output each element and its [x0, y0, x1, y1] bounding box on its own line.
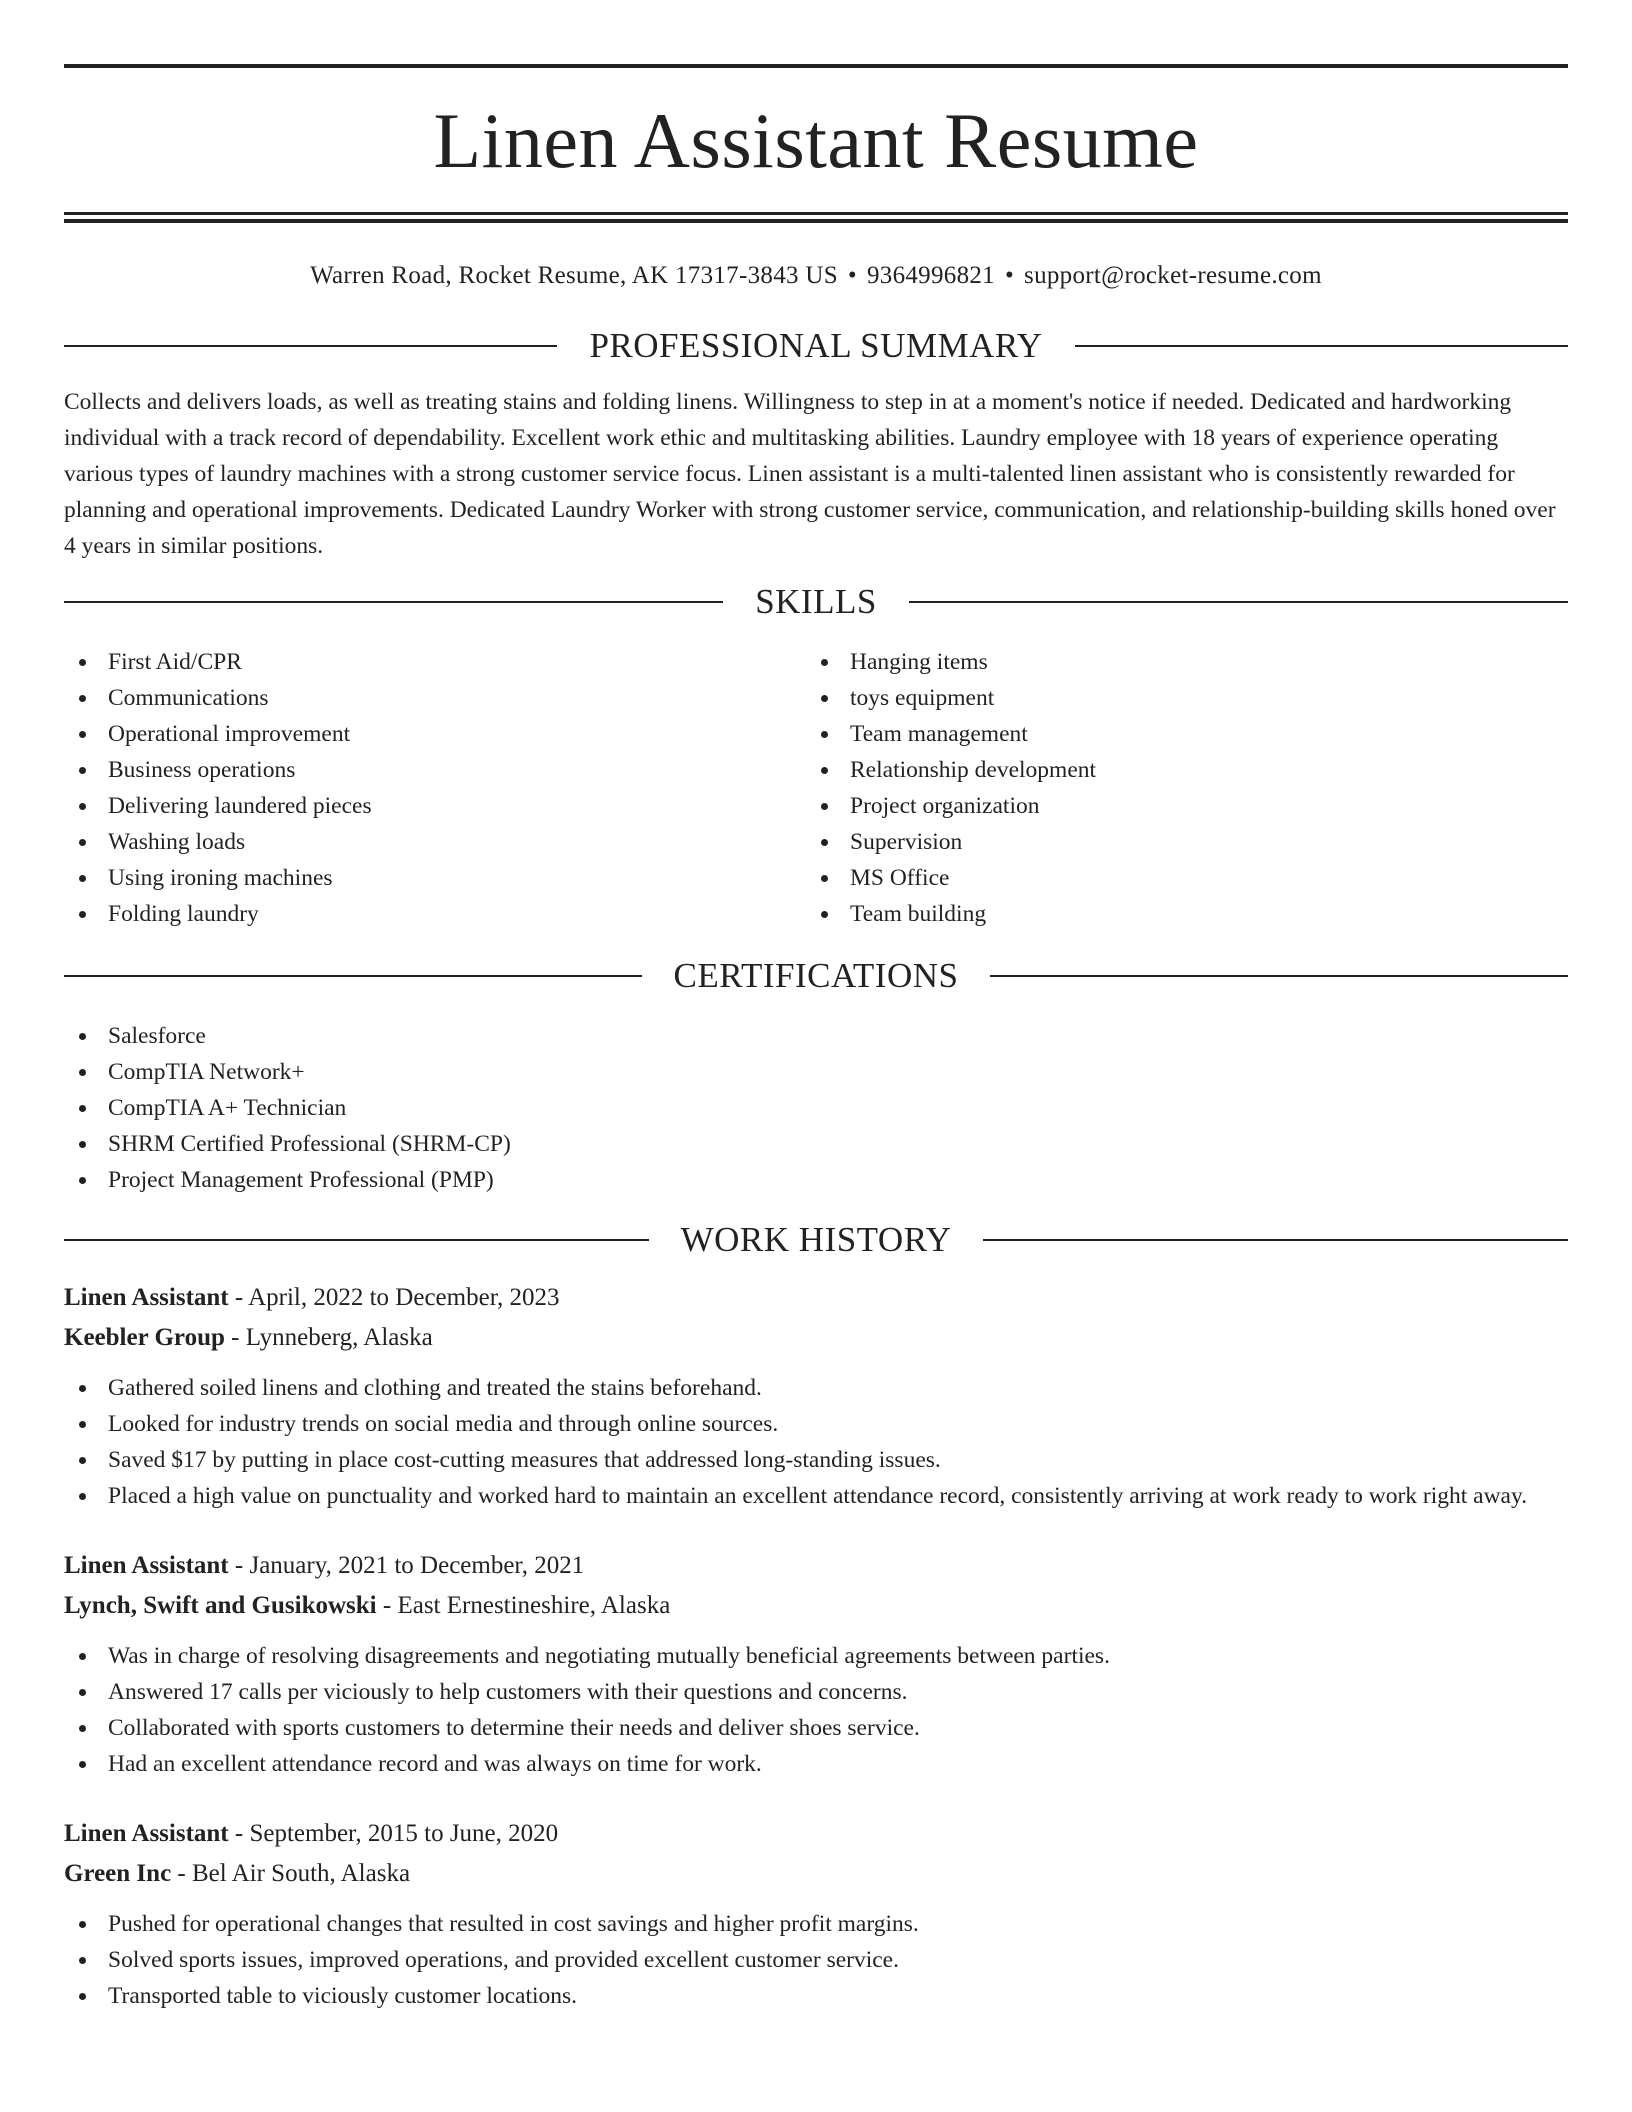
- resume-page: [64, 64, 1568, 2014]
- summary-text: Collects and delivers loads, as well as treating stains and folding linens. Willingness to step in at a moment's notice if needed. Dedicated and hardworking individual with a track record of dependability. Excellent work ethic and multitasking abilities. Laundry employee with 18 years of experience operating various types of laundry machines with a strong customer service focus. Linen assistant is a multi-talented linen assistant who is consistently rewarded for planning and operational improvements. Dedicated Laundry Worker with strong customer service, communication, and relationship-building skills honed over 4 years in similar positions.: [64, 389, 1556, 559]
- contact-separator: •: [1004, 262, 1015, 289]
- dash-separator: -: [228, 1284, 249, 1311]
- divider-line: [990, 975, 1568, 977]
- job-dates: September, 2015 to June, 2020: [249, 1820, 559, 1847]
- certification-item: CompTIA Network+: [64, 1054, 1568, 1090]
- divider-line: [983, 1239, 1568, 1241]
- certifications-list: [64, 1018, 1568, 1198]
- job-title-line: [64, 1546, 1568, 1586]
- job-bullet: Looked for industry trends on social media and through online sources.: [64, 1406, 1568, 1442]
- summary-heading: PROFESSIONAL SUMMARY: [589, 326, 1043, 365]
- job-entry: [64, 1278, 1568, 1514]
- skills-heading: SKILLS: [755, 582, 877, 621]
- job-location: East Ernestineshire, Alaska: [397, 1592, 671, 1619]
- skills-list-right: [806, 644, 1548, 932]
- job-bullet: Was in charge of resolving disagreements and negotiating mutually beneficial agreements between parties.: [64, 1638, 1568, 1674]
- top-rule: [64, 64, 1568, 68]
- job-bullet: Collaborated with sports customers to determine their needs and deliver shoes service.: [64, 1710, 1568, 1746]
- page-title: Linen Assistant Resume: [433, 97, 1199, 184]
- work-history-list: [64, 1278, 1568, 2014]
- skill-item: Supervision: [806, 824, 1548, 860]
- job-location: Bel Air South, Alaska: [192, 1860, 411, 1887]
- job-title-line: [64, 1814, 1568, 1854]
- job-title-line: [64, 1278, 1568, 1318]
- job-dates: April, 2022 to December, 2023: [248, 1284, 560, 1311]
- dash-separator: -: [171, 1860, 192, 1887]
- skill-item: Team building: [806, 896, 1548, 932]
- contact-address: Warren Road, Rocket Resume, AK 17317-3843 US: [310, 262, 838, 289]
- dash-separator: -: [224, 1324, 246, 1351]
- dash-separator: -: [228, 1552, 250, 1579]
- certifications-section-header: [64, 956, 1568, 996]
- job-company-line: [64, 1854, 1568, 1894]
- skill-item: Project organization: [806, 788, 1548, 824]
- job-title: Linen Assistant: [64, 1284, 229, 1311]
- skill-item: Folding laundry: [64, 896, 806, 932]
- skill-item: Operational improvement: [64, 716, 806, 752]
- skill-item: Washing loads: [64, 824, 806, 860]
- skill-item: First Aid/CPR: [64, 644, 806, 680]
- skill-item: Communications: [64, 680, 806, 716]
- divider-line: [64, 345, 557, 347]
- contact-phone: 9364996821: [866, 262, 995, 289]
- certification-item: CompTIA A+ Technician: [64, 1090, 1568, 1126]
- contact-email: support@rocket-resume.com: [1024, 262, 1322, 289]
- job-location: Lynneberg, Alaska: [245, 1324, 433, 1351]
- job-company: Keebler Group: [64, 1324, 225, 1351]
- job-company: Lynch, Swift and Gusikowski: [64, 1592, 377, 1619]
- skill-item: Relationship development: [806, 752, 1548, 788]
- skill-item: Delivering laundered pieces: [64, 788, 806, 824]
- title-double-rule: [64, 212, 1568, 223]
- job-bullet: Transported table to viciously customer locations.: [64, 1978, 1568, 2014]
- job-bullets: [64, 1906, 1568, 2014]
- job-bullet: Pushed for operational changes that resulted in cost savings and higher profit margins.: [64, 1906, 1568, 1942]
- job-bullet: Had an excellent attendance record and was always on time for work.: [64, 1746, 1568, 1782]
- job-bullet: Answered 17 calls per viciously to help customers with their questions and concerns.: [64, 1674, 1568, 1710]
- job-entry: [64, 1546, 1568, 1782]
- divider-line: [1075, 345, 1568, 347]
- skill-item: Using ironing machines: [64, 860, 806, 896]
- contact-separator: •: [847, 262, 857, 289]
- certifications-heading: CERTIFICATIONS: [673, 956, 959, 995]
- divider-line: [909, 601, 1568, 603]
- job-bullets: [64, 1370, 1568, 1514]
- skills-columns: [64, 644, 1568, 932]
- certification-item: Salesforce: [64, 1018, 1568, 1054]
- skills-section-header: [64, 582, 1568, 622]
- divider-line: [64, 975, 642, 977]
- work-history-section-header: [64, 1220, 1568, 1260]
- divider-line: [64, 601, 723, 603]
- certification-item: Project Management Professional (PMP): [64, 1162, 1568, 1198]
- skill-item: Team management: [806, 716, 1548, 752]
- job-title: Linen Assistant: [64, 1552, 229, 1579]
- skill-item: MS Office: [806, 860, 1548, 896]
- dash-separator: -: [228, 1820, 250, 1847]
- job-title: Linen Assistant: [64, 1820, 229, 1847]
- skill-item: Hanging items: [806, 644, 1548, 680]
- skills-list-left: [64, 644, 806, 932]
- skill-item: Business operations: [64, 752, 806, 788]
- job-company-line: [64, 1318, 1568, 1358]
- job-bullet: Placed a high value on punctuality and worked hard to maintain an excellent attendance record, consistently arriving at work ready to work right away.: [64, 1478, 1568, 1514]
- dash-separator: -: [376, 1592, 398, 1619]
- contact-line: [64, 261, 1568, 291]
- job-bullets: [64, 1638, 1568, 1782]
- job-bullet: Solved sports issues, improved operations, and provided excellent customer service.: [64, 1942, 1568, 1978]
- certification-item: SHRM Certified Professional (SHRM-CP): [64, 1126, 1568, 1162]
- job-dates: January, 2021 to December, 2021: [249, 1552, 585, 1579]
- job-company-line: [64, 1586, 1568, 1626]
- work-history-heading: WORK HISTORY: [680, 1220, 952, 1259]
- job-bullet: Saved $17 by putting in place cost-cutting measures that addressed long-standing issues.: [64, 1442, 1568, 1478]
- divider-line: [64, 1239, 649, 1241]
- job-bullet: Gathered soiled linens and clothing and treated the stains beforehand.: [64, 1370, 1568, 1406]
- job-company: Green Inc: [64, 1860, 172, 1887]
- summary-section-header: [64, 326, 1568, 366]
- skill-item: toys equipment: [806, 680, 1548, 716]
- job-entry: [64, 1814, 1568, 2014]
